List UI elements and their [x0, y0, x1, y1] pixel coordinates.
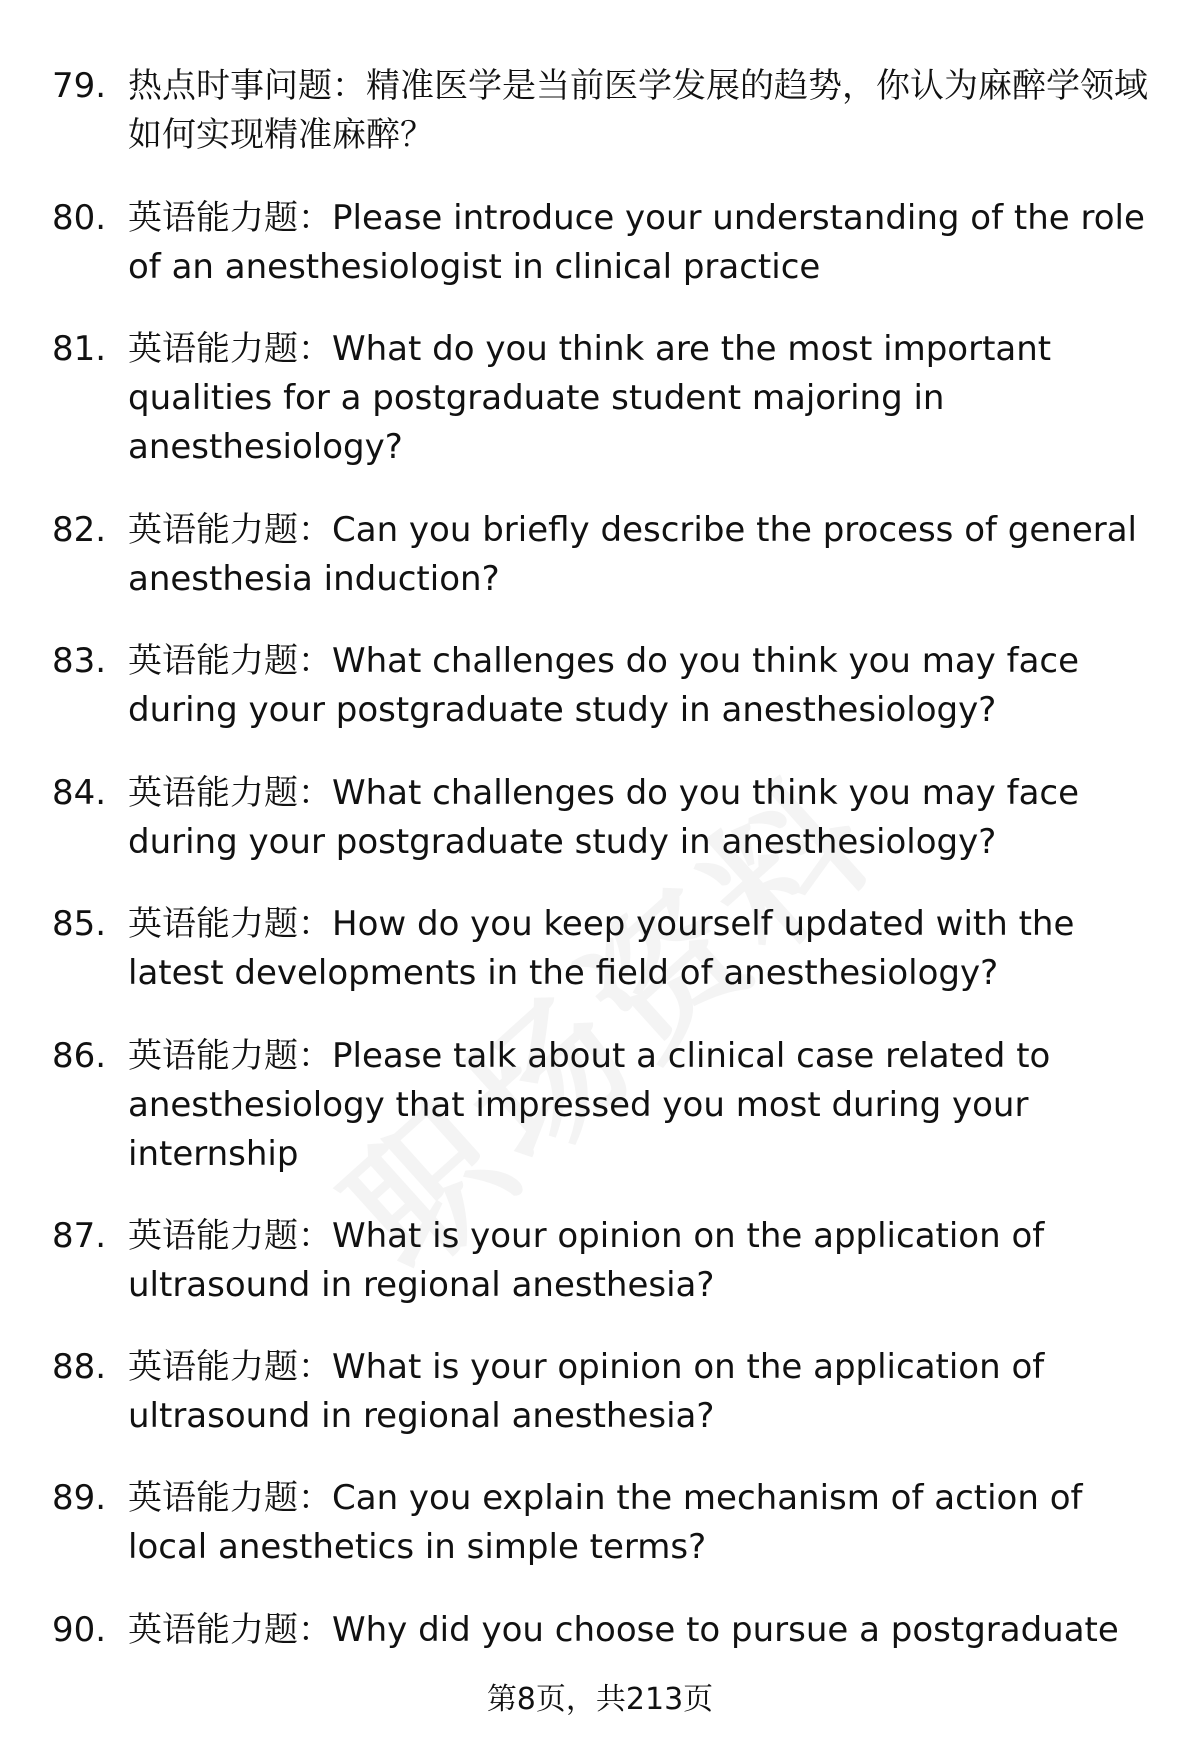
question-number: 80. [52, 198, 107, 238]
question-body: How do you keep yourself updated with the latest developments in the field of anesthesiology? [128, 904, 1075, 993]
question-text [128, 194, 1168, 292]
question-body: What is your opinion on the application of ultrasound in regional anesthesia? [128, 1216, 1045, 1305]
question-text [128, 1212, 1168, 1310]
question-number: 86. [52, 1036, 107, 1076]
question-body: Why did you choose to pursue a postgraduate [332, 1610, 1119, 1650]
question-category: 英语能力题： [128, 904, 332, 944]
question-body: What challenges do you think you may face during your postgraduate study in anesthesiology? [128, 641, 1080, 730]
question-body: What is your opinion on the application of ultrasound in regional anesthesia? [128, 1347, 1045, 1436]
question-number: 83. [52, 641, 107, 681]
question-text [128, 1032, 1168, 1179]
question-category: 英语能力题： [128, 1610, 332, 1650]
question-number: 84. [52, 773, 107, 813]
question-category: 英语能力题： [128, 510, 332, 550]
question-body: 精准医学是当前医学发展的趋势，你认为麻醉学领域如何实现精准麻醉？ [128, 66, 1148, 155]
question-body: What challenges do you think you may face during your postgraduate study in anesthesiology? [128, 773, 1080, 862]
question-category: 英语能力题： [128, 1478, 332, 1518]
question-text [128, 900, 1168, 998]
question-body: Please introduce your understanding of the role of an anesthesiologist in clinical practice [128, 198, 1145, 287]
question-body: Can you briefly describe the process of general anesthesia induction? [128, 510, 1137, 599]
question-category: 热点时事问题： [128, 66, 366, 106]
page-indicator: 第8页，共213页 [486, 1682, 714, 1717]
question-number: 85. [52, 904, 107, 944]
question-number: 81. [52, 329, 107, 369]
question-category: 英语能力题： [128, 773, 332, 813]
question-text [128, 769, 1168, 867]
question-text [128, 637, 1168, 735]
question-category: 英语能力题： [128, 1036, 332, 1076]
question-number: 87. [52, 1216, 107, 1256]
question-category: 英语能力题： [128, 329, 332, 369]
question-body: Can you explain the mechanism of action of local anesthetics in simple terms? [128, 1478, 1083, 1567]
question-number: 89. [52, 1478, 107, 1518]
question-number: 88. [52, 1347, 107, 1387]
question-text [128, 1474, 1168, 1572]
question-text [128, 1343, 1168, 1441]
question-text [128, 325, 1168, 472]
question-body: What do you think are the most important qualities for a postgraduate student majoring in anesthesiology? [128, 329, 1052, 467]
question-text [128, 62, 1168, 160]
question-category: 英语能力题： [128, 198, 332, 238]
question-category: 英语能力题： [128, 1347, 332, 1387]
question-number: 90. [52, 1610, 107, 1650]
question-text [128, 506, 1168, 604]
question-number: 82. [52, 510, 107, 550]
question-text [128, 1606, 1168, 1655]
question-body: Please talk about a clinical case related to anesthesiology that impressed you most during your internship [128, 1036, 1051, 1174]
question-category: 英语能力题： [128, 1216, 332, 1256]
question-category: 英语能力题： [128, 641, 332, 681]
question-number: 79. [52, 66, 107, 106]
